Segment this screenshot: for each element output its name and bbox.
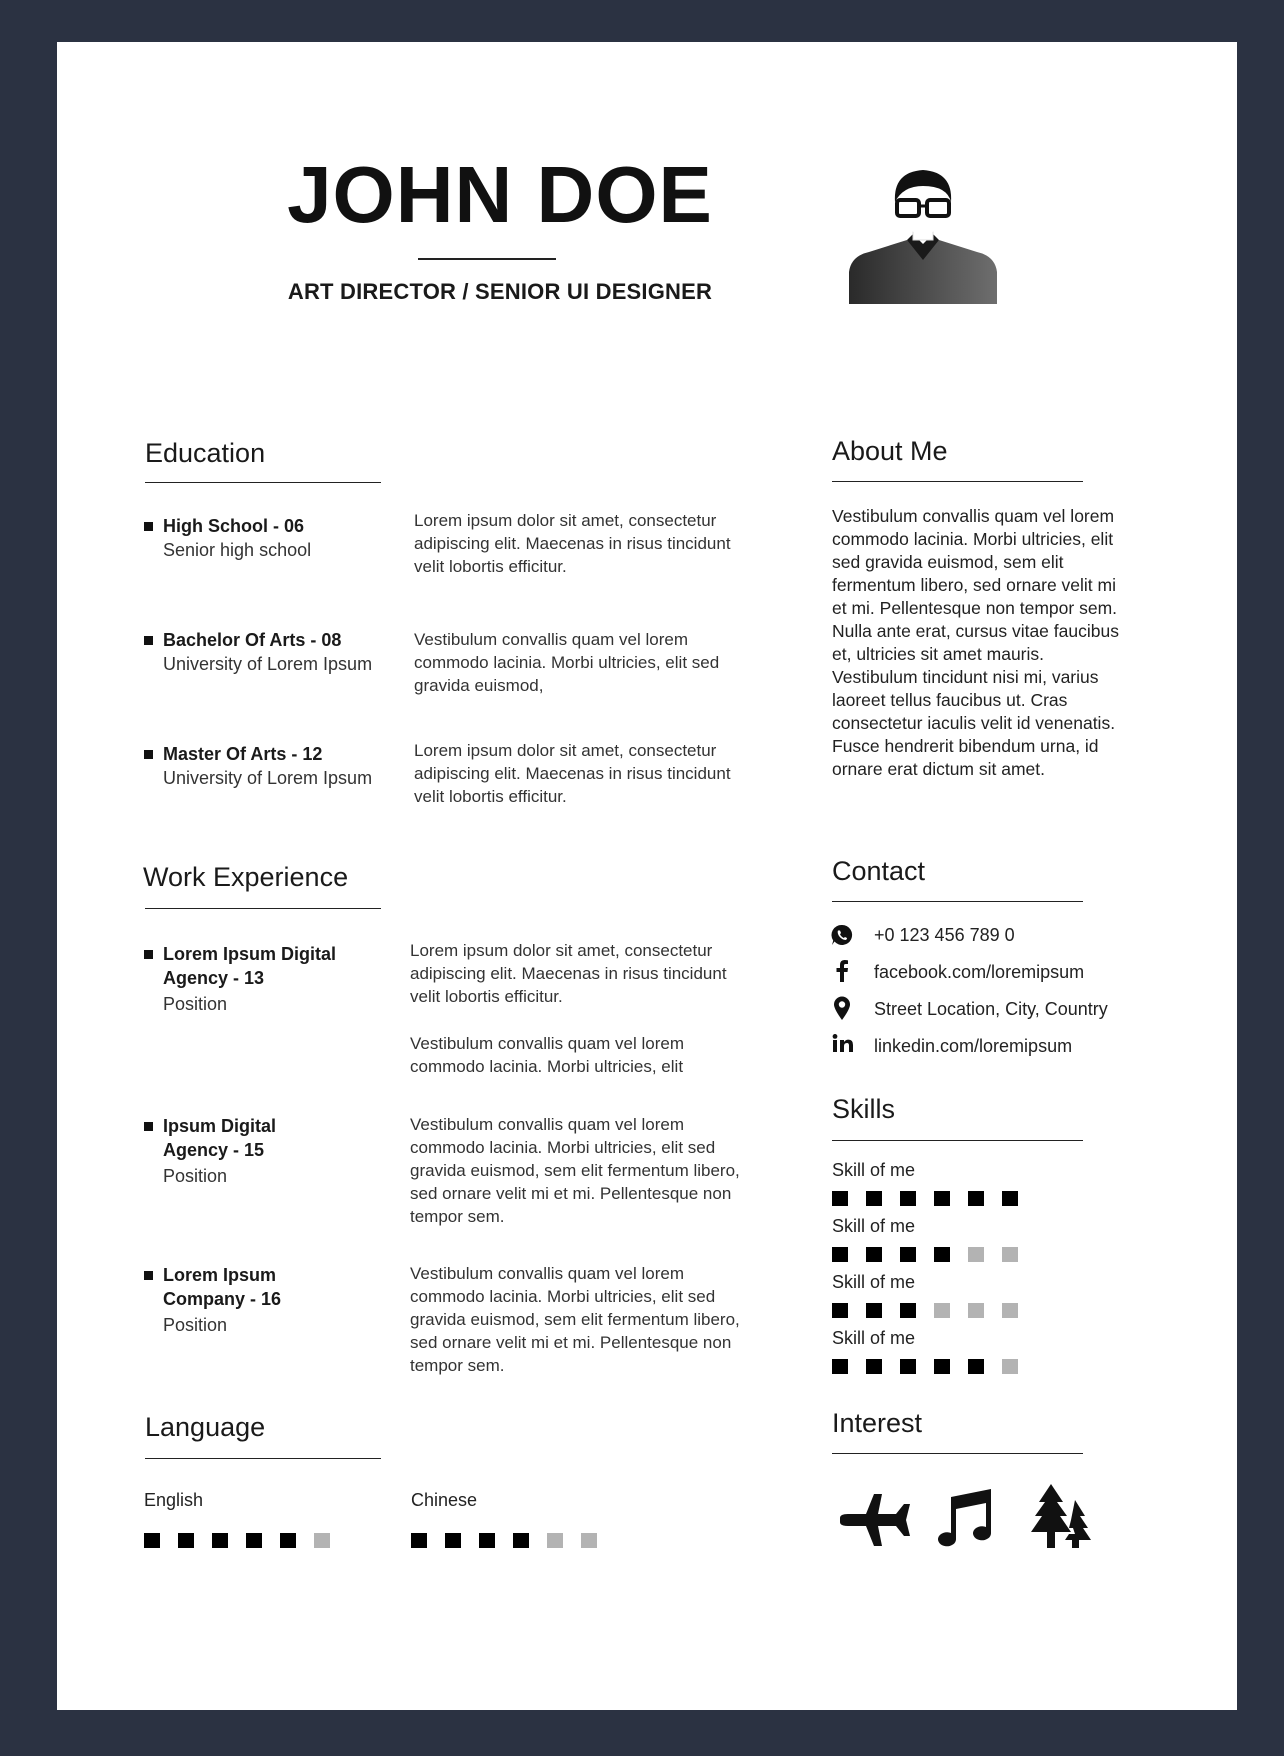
skill-level — [832, 1303, 1036, 1318]
level-dot-empty — [1002, 1359, 1018, 1374]
skill-label: Skill of me — [832, 1216, 916, 1236]
level-dot-filled — [866, 1359, 882, 1374]
whatsapp-icon — [831, 924, 853, 946]
level-dot-filled — [212, 1533, 228, 1548]
level-dot-filled — [900, 1303, 916, 1318]
bullet — [144, 950, 153, 959]
skill-label: Skill of me — [832, 1160, 916, 1180]
about-heading: About Me — [832, 436, 948, 466]
education-item-description: Vestibulum convallis quam vel lorem commodo lacinia. Morbi ultricies, elit sed gravida euismod, — [414, 630, 720, 695]
work-item-description: Vestibulum convallis quam vel lorem commodo lacinia. Morbi ultricies, elit — [410, 1034, 685, 1076]
language-level-chinese — [411, 1533, 615, 1548]
bullet — [144, 750, 153, 759]
language-name: Chinese — [411, 1490, 478, 1510]
work-item-title: Lorem Ipsum — [163, 1265, 277, 1285]
level-dot-filled — [411, 1533, 427, 1548]
interest-heading: Interest — [832, 1408, 923, 1438]
work-item-position: Position — [163, 994, 228, 1014]
level-dot-filled — [934, 1359, 950, 1374]
interest-rule — [832, 1453, 1083, 1454]
level-dot-filled — [178, 1533, 194, 1548]
skill-level — [832, 1247, 1036, 1262]
level-dot-filled — [866, 1247, 882, 1262]
education-item-description: Lorem ipsum dolor sit amet, consectetur adipiscing elit. Maecenas in risus tincidunt velit lobortis efficitur. — [414, 741, 731, 806]
education-item-description: Lorem ipsum dolor sit amet, consectetur adipiscing elit. Maecenas in risus tincidunt velit lobortis efficitur. — [414, 511, 731, 576]
candidate-name: JOHN DOE — [287, 150, 713, 239]
level-dot-filled — [144, 1533, 160, 1548]
level-dot-filled — [479, 1533, 495, 1548]
education-item-subtitle: University of Lorem Ipsum — [163, 654, 373, 674]
education-item-title: Bachelor Of Arts - 08 — [163, 630, 342, 650]
education-item-title: High School - 06 — [163, 516, 305, 536]
skill-level — [832, 1359, 1036, 1374]
level-dot-filled — [934, 1191, 950, 1206]
education-item-subtitle: University of Lorem Ipsum — [163, 768, 373, 788]
level-dot-filled — [513, 1533, 529, 1548]
bullet — [144, 636, 153, 645]
work-heading: Work Experience — [143, 862, 349, 892]
linkedin-icon — [832, 1034, 854, 1052]
language-name: English — [144, 1490, 204, 1510]
level-dot-filled — [968, 1359, 984, 1374]
education-item-subtitle: Senior high school — [163, 540, 312, 560]
about-text: Vestibulum convallis quam vel lorem commodo lacinia. Morbi ultricies, elit sed gravida euismod, sem elit fermentum libero, sed ornare velit mi et mi. Pellentesque non tempor sem. Nulla ante erat, cursus vitae faucibus et, ultricies sit amet mauris. Vestibulum tincidunt nisi mi, varius laoreet tellus faucibus ut. Cras consectetur iaculis velit id venenatis. Fusce hendrerit bibendum urna, id ornare erat dictum sit amet. — [832, 506, 1119, 779]
education-heading: Education — [145, 438, 266, 468]
skills-rule — [832, 1140, 1083, 1141]
bullet — [144, 1271, 153, 1280]
skills-heading: Skills — [832, 1094, 896, 1124]
level-dot-empty — [581, 1533, 597, 1548]
education-rule — [145, 482, 381, 483]
resume-page — [57, 42, 1237, 1710]
airplane-icon — [838, 1492, 912, 1548]
work-item-description: Lorem ipsum dolor sit amet, consectetur adipiscing elit. Maecenas in risus tincidunt velit lobortis efficitur. — [410, 941, 727, 1006]
bullet — [144, 1122, 153, 1131]
education-item-title: Master Of Arts - 12 — [163, 744, 323, 764]
work-rule — [145, 908, 381, 909]
trees-icon — [1029, 1484, 1091, 1550]
contact-heading: Contact — [832, 856, 926, 886]
bullet — [144, 522, 153, 531]
work-item-title: Agency - 13 — [163, 968, 265, 988]
avatar — [847, 164, 999, 304]
work-item-description: Vestibulum convallis quam vel lorem commodo lacinia. Morbi ultricies, elit sed gravida euismod, sem elit fermentum libero, sed ornare velit mi et mi. Pellentesque non tempor sem. — [410, 1264, 740, 1375]
candidate-title: ART DIRECTOR / SENIOR UI DESIGNER — [287, 279, 713, 304]
contact-facebook[interactable]: facebook.com/loremipsum — [874, 962, 1085, 982]
level-dot-filled — [280, 1533, 296, 1548]
work-item-description: Vestibulum convallis quam vel lorem commodo lacinia. Morbi ultricies, elit sed gravida euismod, sem elit fermentum libero, sed ornare velit mi et mi. Pellentesque non tempor sem. — [410, 1115, 740, 1226]
level-dot-filled — [832, 1191, 848, 1206]
work-item-title: Agency - 15 — [163, 1140, 265, 1160]
music-note-icon — [937, 1487, 995, 1549]
level-dot-filled — [832, 1359, 848, 1374]
level-dot-filled — [832, 1247, 848, 1262]
contact-linkedin[interactable]: linkedin.com/loremipsum — [874, 1036, 1073, 1056]
contact-phone[interactable]: +0 123 456 789 0 — [874, 925, 1015, 945]
level-dot-empty — [1002, 1247, 1018, 1262]
level-dot-filled — [968, 1191, 984, 1206]
skill-label: Skill of me — [832, 1272, 916, 1292]
level-dot-filled — [1002, 1191, 1018, 1206]
skill-label: Skill of me — [832, 1328, 916, 1348]
facebook-icon — [835, 960, 849, 982]
contact-location: Street Location, City, Country — [874, 999, 1108, 1019]
level-dot-empty — [547, 1533, 563, 1548]
work-item-title: Lorem Ipsum Digital — [163, 944, 337, 964]
about-rule — [832, 481, 1083, 482]
work-item-title: Ipsum Digital — [163, 1116, 277, 1136]
level-dot-empty — [314, 1533, 330, 1548]
level-dot-filled — [832, 1303, 848, 1318]
level-dot-filled — [866, 1191, 882, 1206]
name-underline — [418, 258, 556, 260]
level-dot-filled — [900, 1191, 916, 1206]
location-pin-icon — [833, 996, 851, 1020]
level-dot-filled — [445, 1533, 461, 1548]
level-dot-empty — [968, 1247, 984, 1262]
level-dot-filled — [866, 1303, 882, 1318]
level-dot-empty — [968, 1303, 984, 1318]
level-dot-filled — [934, 1247, 950, 1262]
language-heading: Language — [145, 1412, 266, 1442]
skill-level — [832, 1191, 1036, 1206]
level-dot-filled — [246, 1533, 262, 1548]
work-item-position: Position — [163, 1315, 228, 1335]
level-dot-filled — [900, 1359, 916, 1374]
contact-rule — [832, 901, 1083, 902]
level-dot-empty — [1002, 1303, 1018, 1318]
work-item-position: Position — [163, 1166, 228, 1186]
level-dot-filled — [900, 1247, 916, 1262]
work-item-title: Company - 16 — [163, 1289, 282, 1309]
language-rule — [145, 1458, 381, 1459]
language-level-english — [144, 1533, 348, 1548]
level-dot-empty — [934, 1303, 950, 1318]
